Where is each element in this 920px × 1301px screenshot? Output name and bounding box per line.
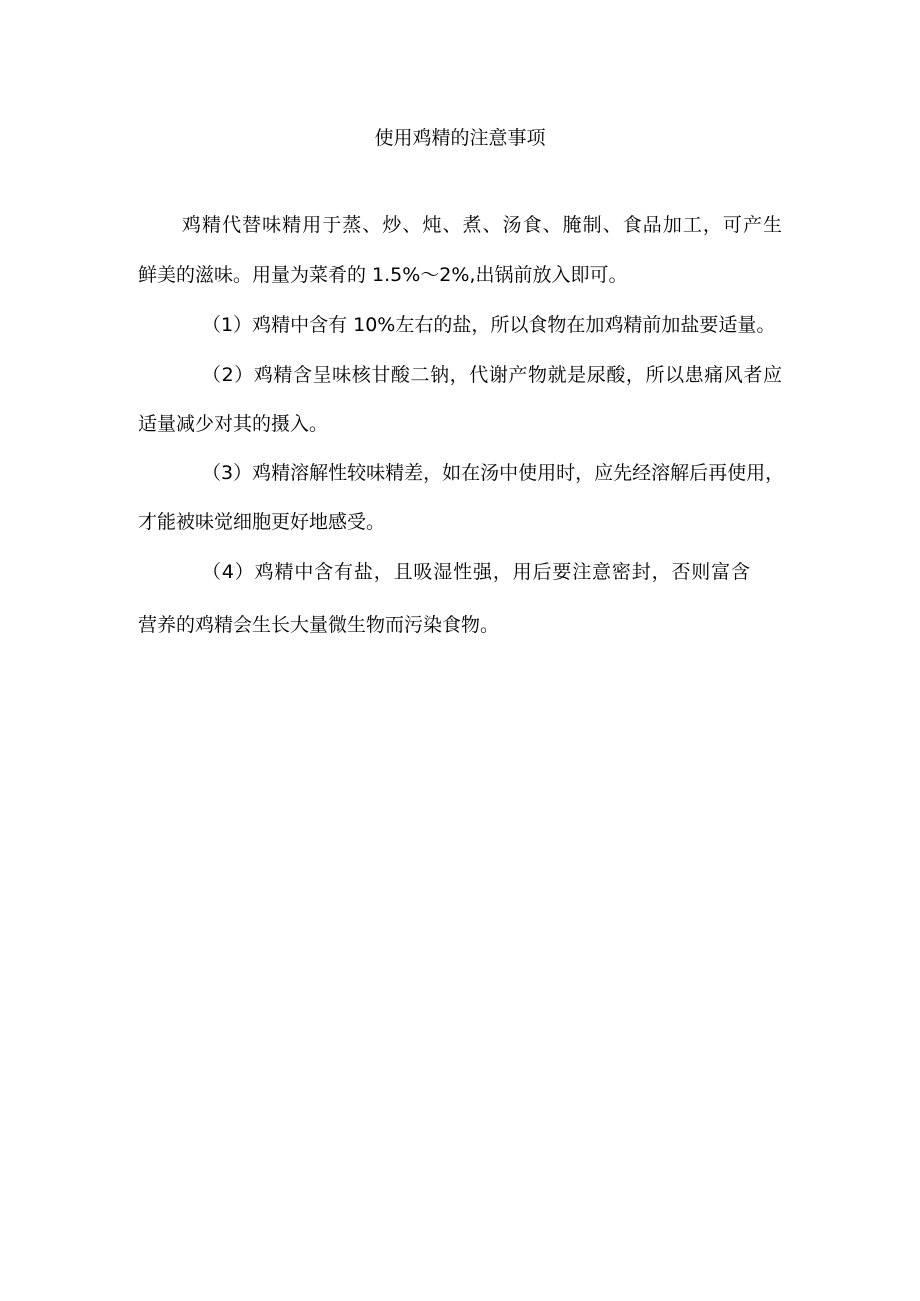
item-2-line-2: 适量减少对其的摄入。 [138, 413, 329, 435]
intro-line-2: 鲜美的滋味。用量为菜肴的 1.5%～2%,出锅前放入即可。 [138, 264, 628, 286]
item-4-line-1: （4）鸡精中含有盐，且吸湿性强，用后要注意密封，否则富含 [202, 561, 750, 583]
item-1-line-1: （1）鸡精中含有 10%左右的盐，所以食物在加鸡精前加盐要适量。 [202, 314, 776, 336]
item-3-line-1: （3）鸡精溶解性较味精差，如在汤中使用时，应先经溶解后再使用， [202, 462, 785, 484]
item-2-line-1: （2）鸡精含呈味核甘酸二钠，代谢产物就是尿酸，所以患痛风者应 [202, 364, 782, 386]
item-3-line-2: 才能被味觉细胞更好地感受。 [138, 511, 386, 533]
document-title: 使用鸡精的注意事项 [374, 127, 546, 149]
item-4-line-2: 营养的鸡精会生长大量微生物而污染食物。 [138, 614, 500, 636]
intro-line-1: 鸡精代替味精用于蒸、炒、炖、煮、汤食、腌制、食品加工，可产生 [182, 214, 782, 236]
